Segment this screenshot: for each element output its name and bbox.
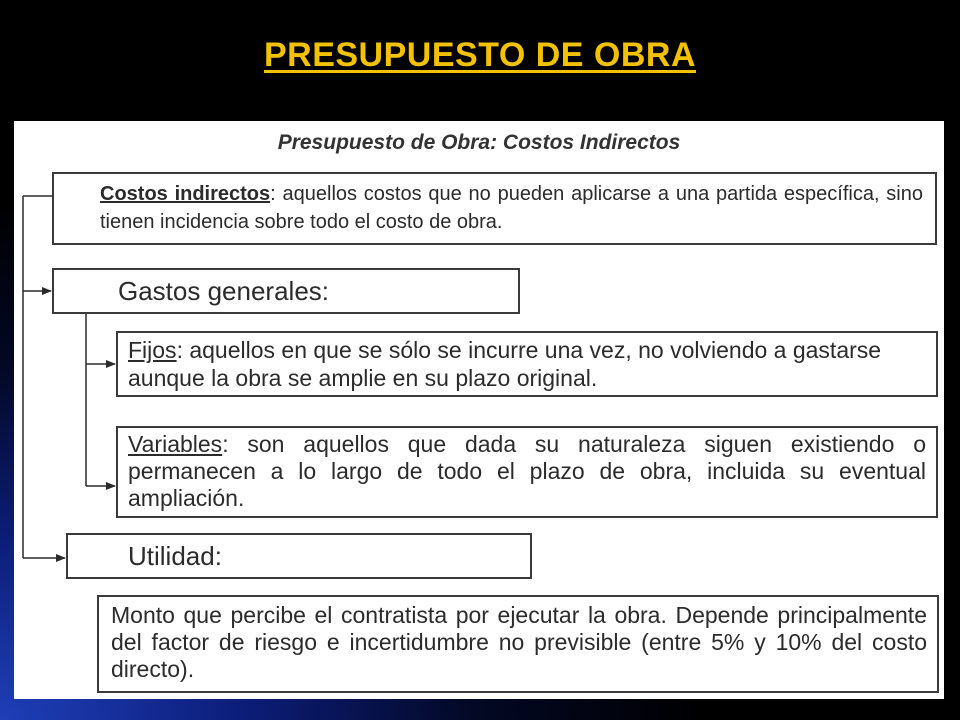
utilidad-label: Utilidad: bbox=[128, 541, 222, 571]
panel-heading: Presupuesto de Obra: Costos Indirectos bbox=[277, 131, 681, 154]
gastos-generales-box bbox=[52, 268, 520, 314]
fijos-term: Fijos bbox=[128, 337, 177, 363]
variables-text: : son aquellos que dada su naturaleza siguen existiendo o permanecen a lo largo de todo el plazo de obra, incluida su eventual ampliación. bbox=[128, 431, 926, 511]
definition-separator: : bbox=[270, 183, 276, 205]
fijos-text: : aquellos en que se sólo se incurre una vez, no volviendo a gastarse aunque la obra se amplie en su plazo original. bbox=[128, 337, 882, 391]
utilidad-box bbox=[66, 533, 532, 579]
variables-term: Variables bbox=[128, 431, 223, 457]
diagram-panel bbox=[14, 121, 944, 699]
fijos-box bbox=[116, 331, 938, 397]
definition-text: aquellos costos que no pueden aplicarse a una partida específica, sino tienen incidencia sobre todo el costo de obra. bbox=[100, 183, 923, 233]
monto-box bbox=[97, 595, 939, 693]
gastos-generales-label: Gastos generales: bbox=[118, 276, 330, 306]
monto-text: Monto que percibe el contratista por ejecutar la obra. Depende principalmente del factor de riesgo e incertidumbre no previsible (entre 5% y 10% del costo directo). bbox=[111, 602, 927, 682]
slide-title: PRESUPUESTO DE OBRA bbox=[263, 36, 697, 74]
definition-term: Costos indirectos bbox=[100, 183, 271, 205]
definition-box bbox=[52, 172, 937, 245]
variables-box bbox=[116, 426, 938, 518]
